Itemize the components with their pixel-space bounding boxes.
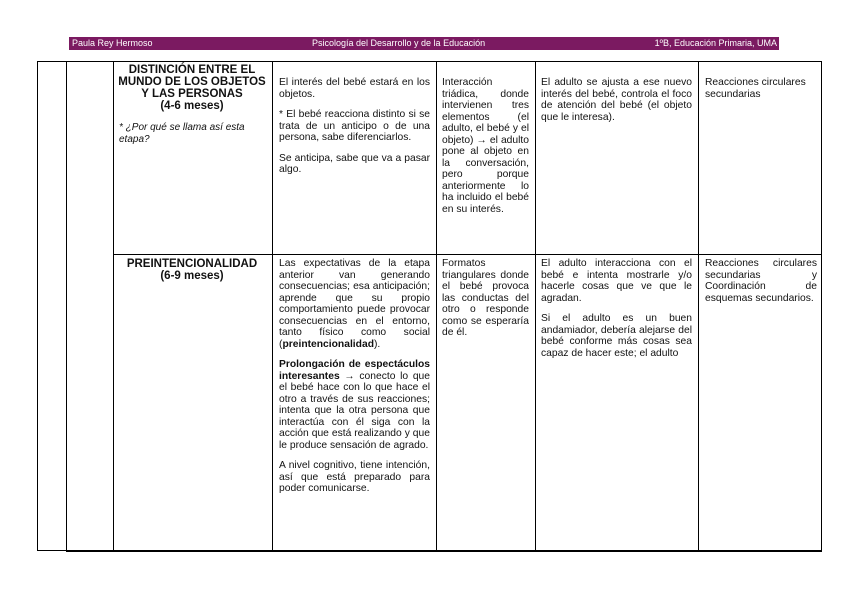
row1-stage-cell: [117, 64, 267, 145]
col-line-3: [272, 61, 273, 552]
row1-adult-role-text: El adulto se ajusta a ese nuevo interés del bebé, controla el foco de atención del bebé (el objeto que le interesa).: [541, 77, 692, 123]
row2-description-p2: [279, 359, 430, 451]
row1-stage-age: (4-6 meses): [160, 100, 224, 112]
row2-adult-role-p2: Si el adulto es un buen andamiador, debería alejarse del bebé conforme más cosas sea capaz de hacer este; el adulto: [541, 313, 692, 359]
header-course: 1ºB, Educación Primaria, UMA: [654, 38, 777, 48]
row2-stage-age: (6-9 meses): [160, 270, 224, 282]
row2-description-p1-end: ).: [373, 338, 381, 350]
row1-reactions-cell: [705, 77, 817, 100]
col-line-7: [821, 61, 822, 552]
table-bottom-border: [66, 550, 821, 552]
row1-interaction-text: Interacción triádica, donde intervienen tres elementos (el adulto, el bebé y el objeto) → el adulto pone al objeto en la conversación, pero porque anteriormente lo ha incluido el bebé en su interés.: [442, 77, 529, 215]
col-line-6: [698, 61, 699, 552]
row2-interaction-cell: [442, 258, 529, 339]
col-line-2: [113, 61, 114, 552]
row1-interaction-cell: [442, 77, 529, 215]
row2-description-p3: A nivel cognitivo, tiene intención, así que está preparado para poder comunicarse.: [279, 460, 430, 494]
row1-stage-title: DISTINCIÓN ENTRE EL MUNDO DE LOS OBJETOS Y LAS PERSONAS: [118, 64, 266, 100]
row1-description-p2: * El bebé reacciona distinto si se trata de un anticipo o de una persona, sabe diferenciarlos.: [279, 109, 430, 143]
table-bottom-left: [37, 550, 66, 551]
row2-description-p2-text: → conecto lo que el bebé hace con lo que hace el otro a través de sus reacciones; intenta que la otra persona que interactúa con él siga con la acción que está realizando y que le produce sensación de agrado.: [279, 370, 430, 451]
row1-description-p3: Se anticipa, sabe que va a pasar algo.: [279, 152, 430, 175]
row2-stage-cell: [117, 258, 267, 282]
page-header: [69, 37, 779, 50]
row2-adult-role-cell: [541, 258, 692, 368]
row2-description-p1-text: Las expectativas de la etapa anterior van generando consecuencias; esa anticipación; aprende que su propio comportamiento puede provocar consecuencias en el entorno, tanto físico como social (: [279, 258, 430, 350]
row2-stage-title: PREINTENCIONALIDAD: [126, 258, 258, 270]
row2-description-cell: [279, 258, 430, 504]
row2-description-p2-bold: Prolongación de espectáculos interesantes: [279, 359, 430, 382]
header-author: Paula Rey Hermoso: [72, 38, 153, 48]
row1-stage-note: * ¿Por qué se llama así esta etapa?: [119, 122, 245, 145]
row2-description-p1-bold: preintencionalidad: [282, 338, 374, 350]
col-line-4: [436, 61, 437, 552]
row2-description-p1: [279, 258, 430, 350]
row1-description-cell: [279, 77, 430, 185]
row2-adult-role-p1: El adulto interacciona con el bebé e intenta mostrarle y/o hacerle cosas que ve que le agradan.: [541, 258, 692, 304]
row-divider: [113, 254, 821, 255]
row2-interaction-text: Formatos triangulares donde el bebé provoca las conductas del otro o responde como se esperaría de él.: [442, 258, 529, 338]
row1-reactions-text: Reacciones circulares secundarias: [705, 77, 806, 100]
row2-reactions-cell: [705, 258, 817, 304]
row1-adult-role-cell: [541, 77, 692, 123]
table-top-border: [37, 61, 821, 62]
col-line-1: [66, 61, 67, 552]
col-line-5: [535, 61, 536, 552]
header-subject: Psicología del Desarrollo y de la Educación: [312, 38, 486, 48]
row1-description-p1: El interés del bebé estará en los objetos.: [279, 77, 430, 100]
col-line-0: [37, 61, 38, 551]
row2-reactions-text: Reacciones circulares secundarias y Coordinación de esquemas secundarios.: [705, 258, 817, 304]
